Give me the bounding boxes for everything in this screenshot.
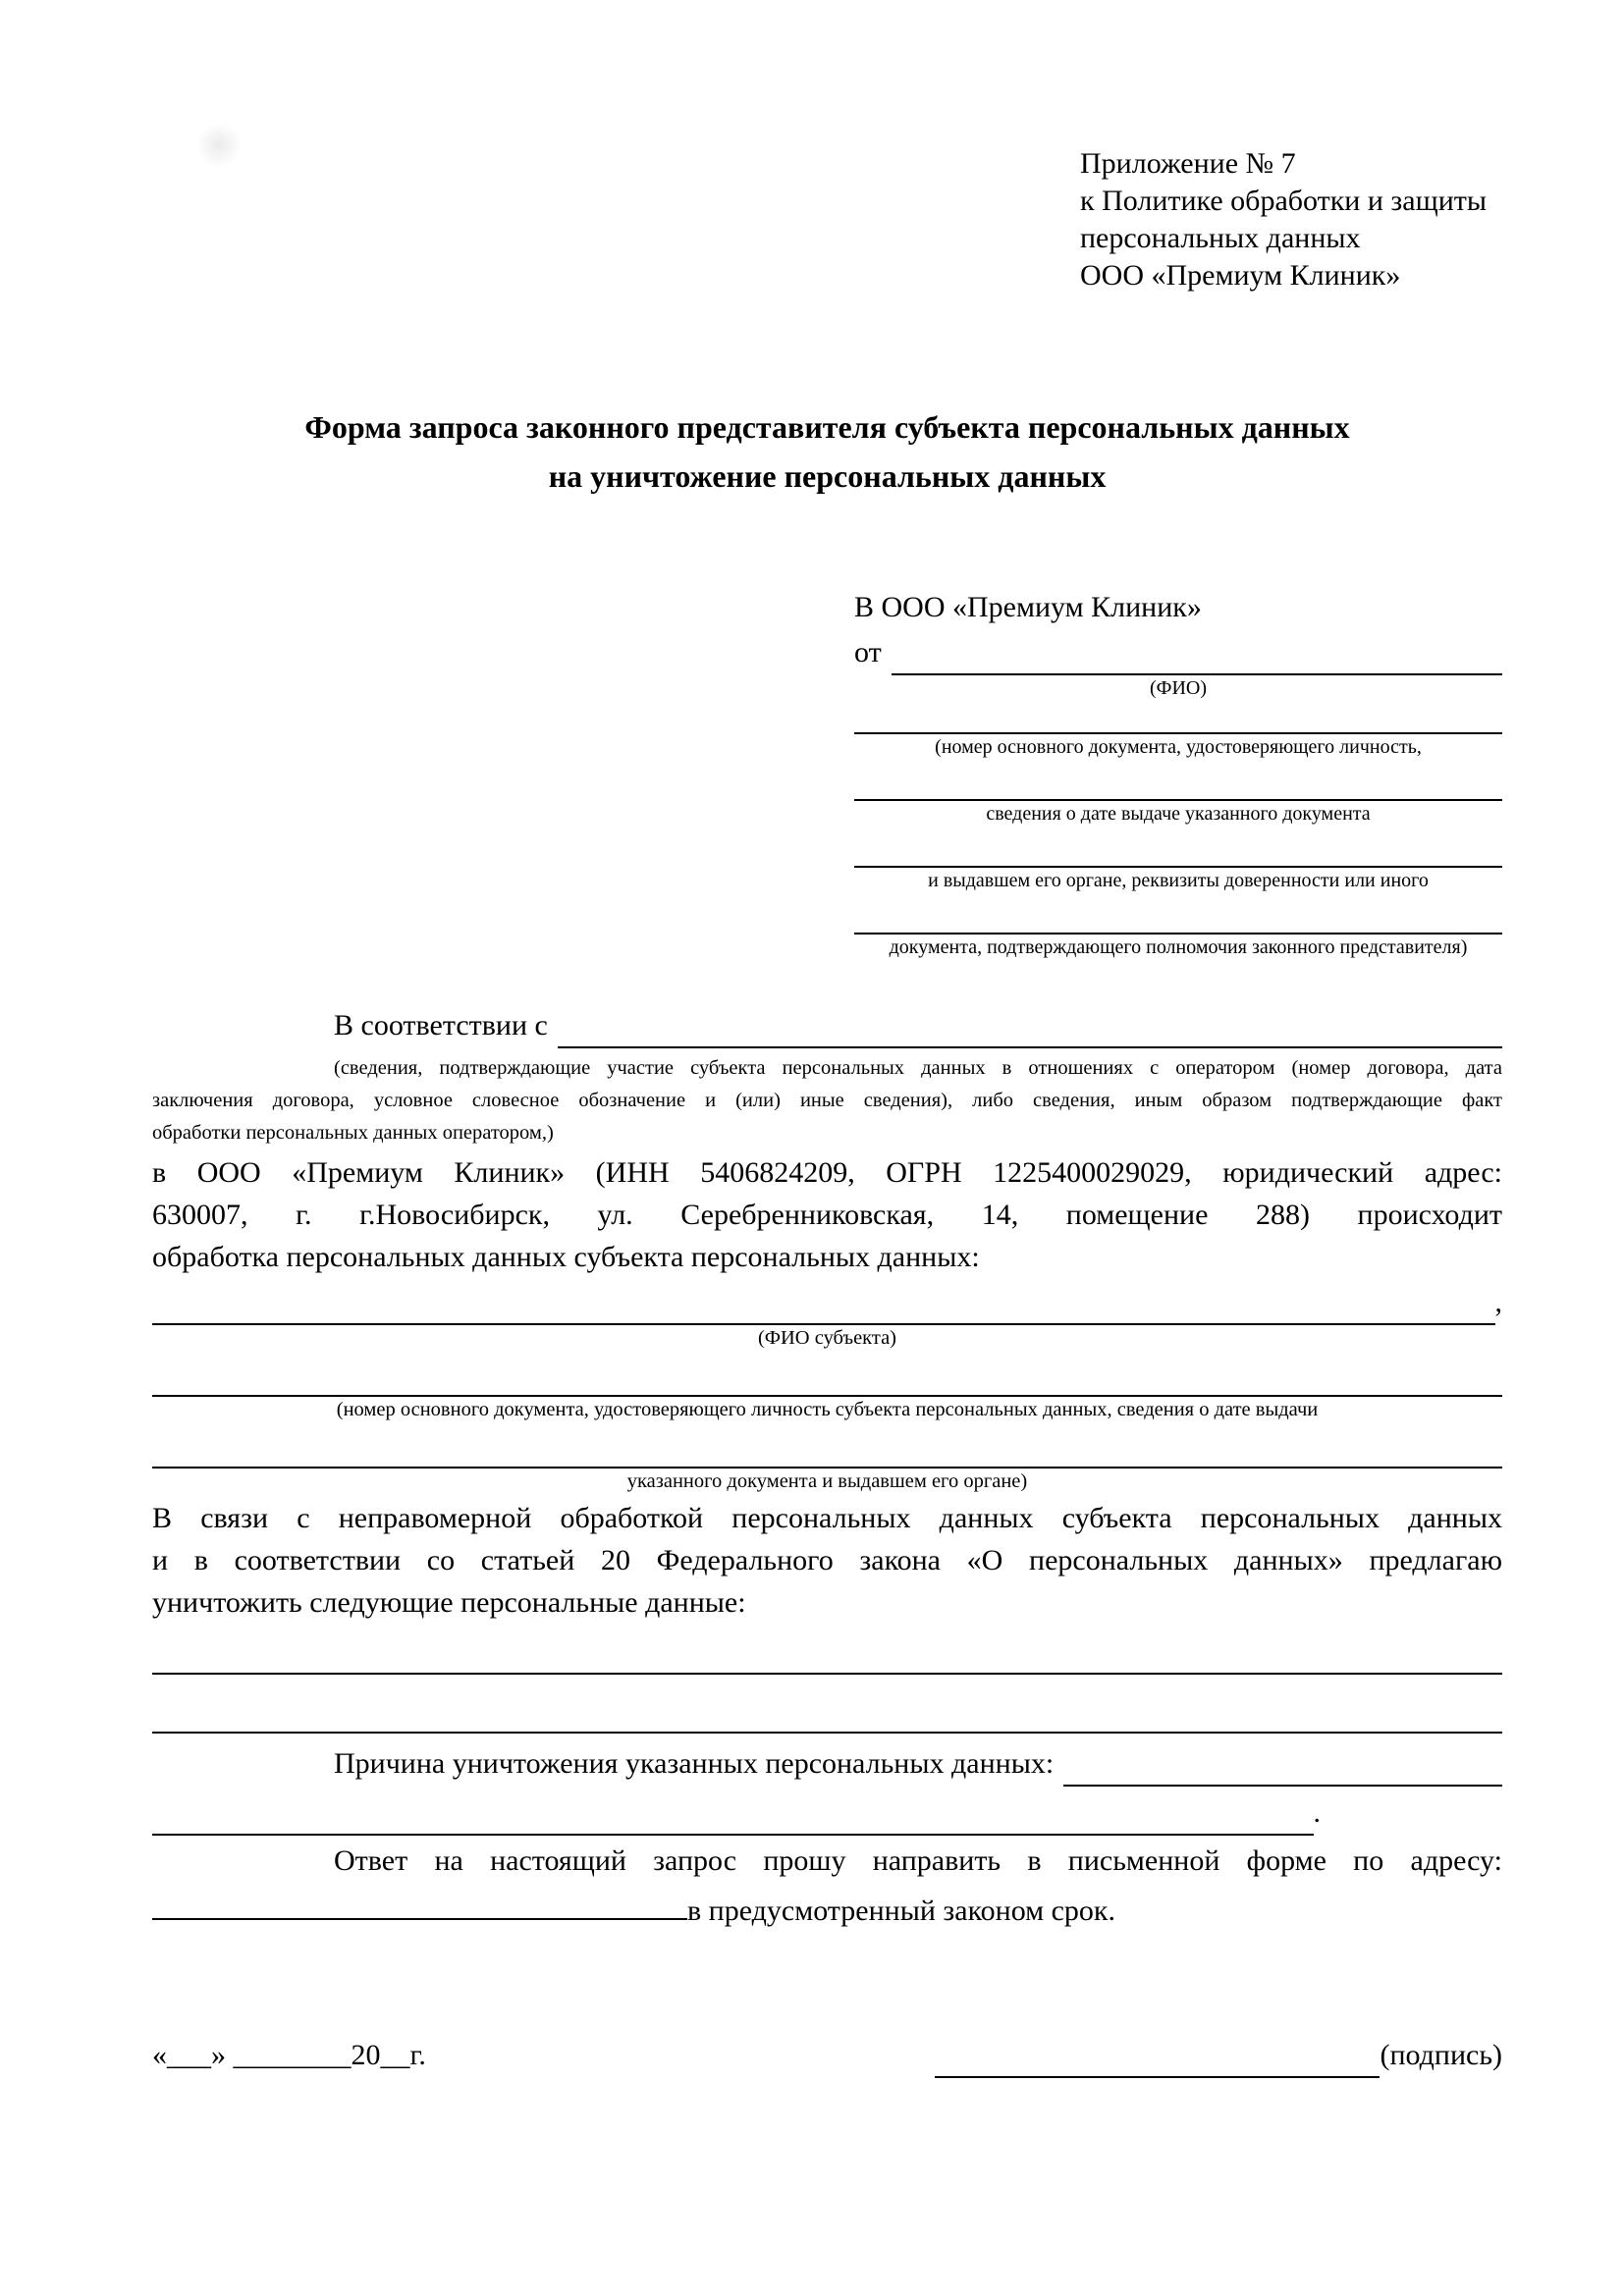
subject-doc-caption-top: (номер основного документа, удостоверяющего личность субъекта персональных данных, сведения о дате выдачи	[336, 1399, 1319, 1420]
appendix-header-line-4: ООО «Премиум Клиник»	[1080, 259, 1401, 292]
request-paragraph	[152, 1497, 1502, 1624]
subject-fio-blank-line	[152, 1280, 1495, 1325]
relationship-note-line-3: обработки персональных данных оператором,)	[152, 1122, 554, 1144]
operator-paragraph-line-1: в ООО «Премиум Клиник» (ИНН 5406824209, ОГРН 1225400029029, юридический адрес:	[152, 1156, 1502, 1189]
according-label: В соответствии с	[334, 1009, 548, 1041]
doc-number-blank-line	[854, 701, 1502, 734]
signature-row	[152, 2033, 1502, 2078]
operator-paragraph-line-2: 630007, г. г.Новосибирск, ул. Серебренниковская, 14, помещение 288) происходит	[152, 1199, 1502, 1231]
issue-date-blank-line	[854, 760, 1502, 801]
request-paragraph-line-2: и в соответствии со статьей 20 Федерального закона «О персональных данных» предлагаю	[152, 1544, 1502, 1576]
appendix-header	[1080, 145, 1502, 294]
scan-smudge	[196, 123, 242, 168]
subject-doc-blank-line-2	[152, 1423, 1502, 1468]
personal-data-blank-line-1	[152, 1624, 1502, 1675]
period-trail: .	[1313, 1796, 1321, 1829]
appendix-header-line-3: персональных данных	[1080, 222, 1361, 254]
subject-doc-caption-bottom: указанного документа и выдавшем его органе)	[626, 1470, 1028, 1492]
document-title-line-2: на уничтожение персональных данных	[548, 458, 1107, 494]
relationship-note-line-1: (сведения, подтверждающие участие субъекта персональных данных в отношениях с оператором (номер договора, дата	[334, 1057, 1502, 1079]
address-blank-line	[152, 1885, 687, 1920]
answer-tail: в предусмотренный законом срок.	[687, 1895, 1115, 1927]
from-label: от	[854, 636, 882, 668]
answer-paragraph	[152, 1838, 1502, 1935]
operator-paragraph	[152, 1151, 1502, 1278]
addressee-block	[854, 585, 1502, 960]
date-field: «___» ________20__г.	[152, 2039, 426, 2071]
relationship-note	[152, 1052, 1502, 1149]
signature-blank-line	[935, 2033, 1380, 2078]
document-title	[152, 402, 1502, 501]
reason-blank-line-2	[152, 1790, 1314, 1836]
reason-continuation	[152, 1790, 1502, 1836]
issuing-authority-caption: и выдавшем его органе, реквизиты доверенности или иного	[928, 870, 1429, 891]
subject-doc-blank-line-1	[152, 1352, 1502, 1397]
operator-paragraph-line-3: обработка персональных данных субъекта персональных данных:	[152, 1241, 980, 1273]
reason-field	[152, 1741, 1502, 1787]
appendix-header-line-1: Приложение № 7	[1080, 147, 1296, 180]
subject-fio-caption: (ФИО субъекта)	[757, 1327, 896, 1349]
from-field	[854, 630, 1502, 675]
request-paragraph-line-1: В связи с неправомерной обработкой персональных данных субъекта персональных данных	[152, 1502, 1502, 1534]
appendix-header-line-2: к Политике обработки и защиты	[1080, 185, 1488, 217]
signature-caption: (подпись)	[1380, 2039, 1502, 2071]
doc-number-caption: (номер основного документа, удостоверяющего личность,	[935, 736, 1422, 758]
answer-paragraph-line-1: Ответ на настоящий запрос прошу направить в письменной форме по адресу:	[334, 1844, 1502, 1877]
addressee-organization: В ООО «Премиум Клиник»	[854, 591, 1202, 623]
comma-trail: ,	[1494, 1286, 1502, 1318]
personal-data-blank-line-2	[152, 1675, 1502, 1734]
document-title-line-1: Форма запроса законного представителя субъекта персональных данных	[304, 409, 1350, 445]
authority-document-caption: документа, подтверждающего полномочия законного представителя)	[889, 936, 1468, 958]
according-field	[152, 1003, 1502, 1048]
reason-blank-line	[1063, 1741, 1502, 1787]
signature-field	[935, 2033, 1502, 2078]
according-blank-line	[558, 1003, 1502, 1048]
reason-label: Причина уничтожения указанных персональных данных:	[334, 1747, 1055, 1780]
relationship-note-line-2: заключения договора, условное словесное обозначение и (или) иные сведения), либо сведения, иным образом подтверждающие факт	[152, 1090, 1502, 1111]
issue-date-caption: сведения о дате выдаче указанного документа	[986, 803, 1371, 825]
request-paragraph-line-3: уничтожить следующие персональные данные:	[152, 1586, 746, 1619]
issuing-authority-blank-line	[854, 827, 1502, 868]
answer-paragraph-line-2	[152, 1885, 1502, 1935]
subject-fio-field	[152, 1280, 1502, 1325]
from-blank-line	[892, 630, 1502, 675]
fio-caption: (ФИО)	[1149, 677, 1207, 699]
authority-document-blank-line	[854, 893, 1502, 934]
